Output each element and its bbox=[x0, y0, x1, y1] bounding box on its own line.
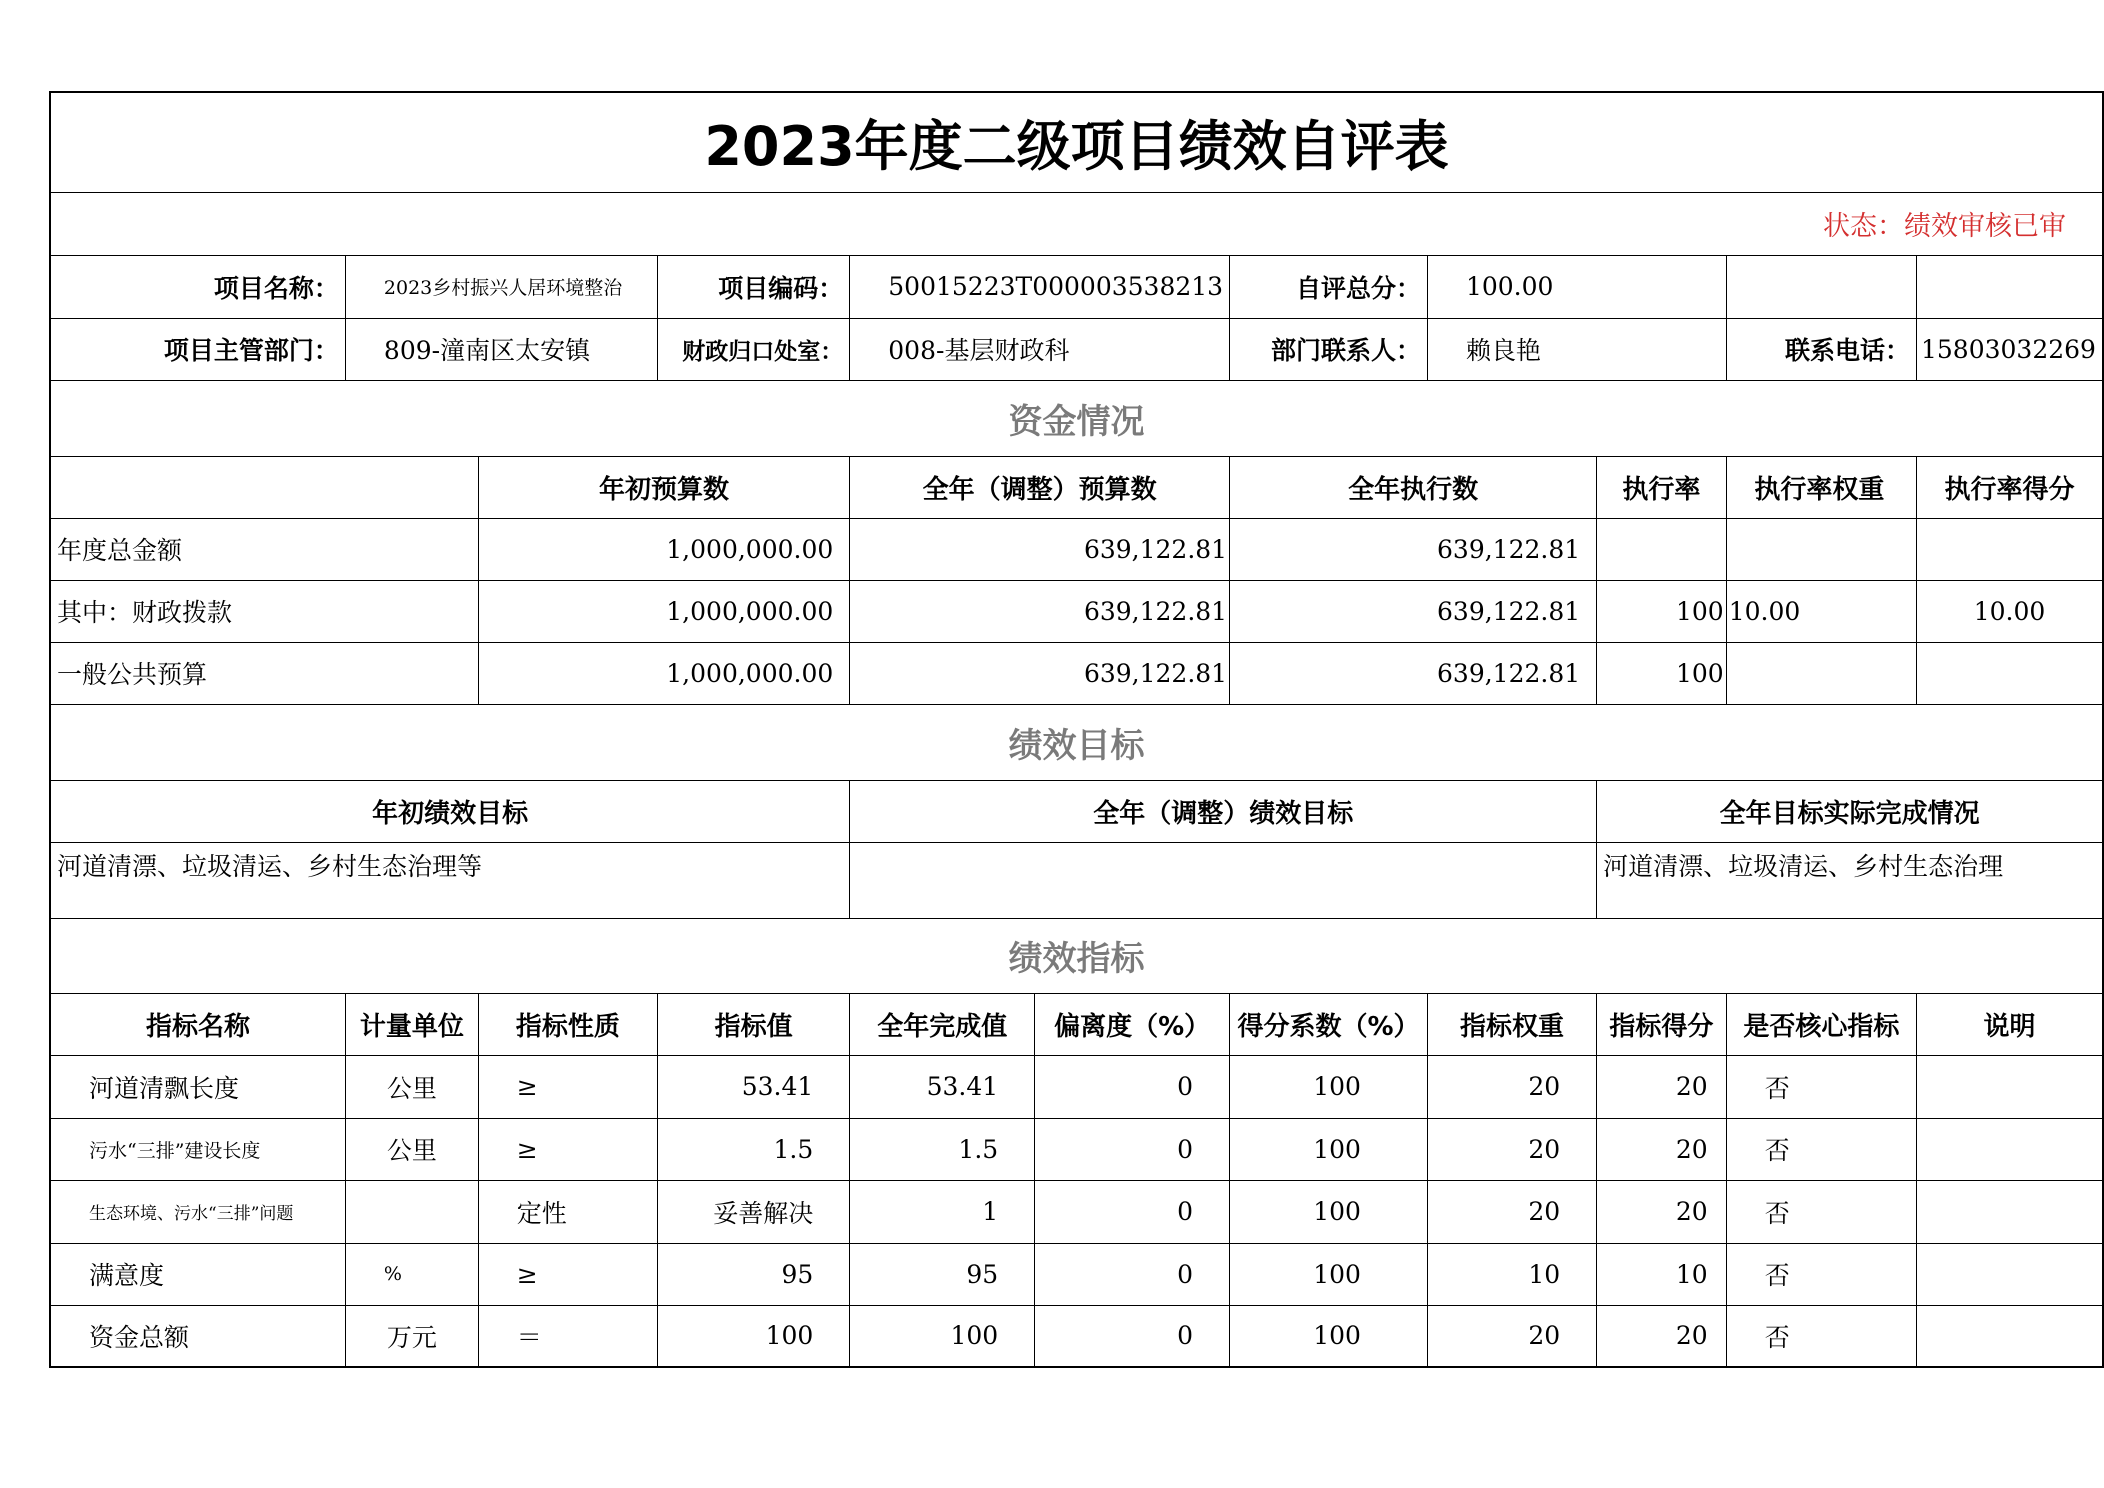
indicator-core: 否 bbox=[1726, 1055, 1916, 1118]
indicator-name: 满意度 bbox=[50, 1243, 345, 1305]
indicator-nature: ≥ bbox=[478, 1243, 657, 1305]
indicator-actual: 100 bbox=[850, 1305, 1035, 1367]
indicator-weight: 20 bbox=[1427, 1180, 1596, 1243]
funds-header-row bbox=[50, 456, 2103, 518]
funds-executed: 639,122.81 bbox=[1230, 580, 1597, 642]
indicator-note bbox=[1916, 1243, 2103, 1305]
empty-cell bbox=[1726, 255, 1916, 318]
indicator-target: 100 bbox=[657, 1305, 849, 1367]
project-code-value: 50015223T000003538213 bbox=[850, 255, 1230, 318]
performance-evaluation-table bbox=[49, 91, 2104, 1368]
indicator-coef: 100 bbox=[1230, 1055, 1428, 1118]
goals-header: 全年目标实际完成情况 bbox=[1597, 780, 2103, 842]
indicator-target: 1.5 bbox=[657, 1118, 849, 1180]
indicator-core: 否 bbox=[1726, 1180, 1916, 1243]
indicator-note bbox=[1916, 1305, 2103, 1367]
funds-rate: 100 bbox=[1597, 642, 1727, 704]
indicator-unit: 公里 bbox=[345, 1118, 478, 1180]
indicators-header-row bbox=[50, 993, 2103, 1055]
indicator-unit: 公里 bbox=[345, 1055, 478, 1118]
section-indicators-title: 绩效指标 bbox=[50, 918, 2103, 993]
funds-header: 执行率得分 bbox=[1916, 456, 2103, 518]
info-row-1 bbox=[50, 255, 2103, 318]
funds-executed: 639,122.81 bbox=[1230, 518, 1597, 580]
indicator-nature: ＝ bbox=[478, 1305, 657, 1367]
funds-adjusted: 639,122.81 bbox=[850, 518, 1230, 580]
indicator-unit bbox=[345, 1180, 478, 1243]
indicator-deviation: 0 bbox=[1035, 1180, 1230, 1243]
indicator-row bbox=[50, 1305, 2103, 1367]
indicator-deviation: 0 bbox=[1035, 1243, 1230, 1305]
funds-adjusted: 639,122.81 bbox=[850, 642, 1230, 704]
total-score-label: 自评总分： bbox=[1230, 255, 1428, 318]
funds-initial: 1,000,000.00 bbox=[478, 518, 850, 580]
indicator-coef: 100 bbox=[1230, 1305, 1428, 1367]
indicator-header: 指标性质 bbox=[478, 993, 657, 1055]
goals-header: 年初绩效目标 bbox=[50, 780, 850, 842]
phone-label: 联系电话： bbox=[1726, 318, 1916, 380]
indicator-deviation: 0 bbox=[1035, 1055, 1230, 1118]
indicator-header: 指标值 bbox=[657, 993, 849, 1055]
indicator-header: 是否核心指标 bbox=[1726, 993, 1916, 1055]
dept-value: 809-潼南区太安镇 bbox=[345, 318, 657, 380]
indicator-header: 计量单位 bbox=[345, 993, 478, 1055]
project-name-label: 项目名称： bbox=[50, 255, 345, 318]
indicator-row bbox=[50, 1180, 2103, 1243]
goal-initial: 河道清漂、垃圾清运、乡村生态治理等 bbox=[50, 842, 850, 918]
indicator-note bbox=[1916, 1055, 2103, 1118]
section-goals-title: 绩效目标 bbox=[50, 704, 2103, 780]
project-name-value: 2023乡村振兴人居环境整治 bbox=[345, 255, 657, 318]
funds-row bbox=[50, 580, 2103, 642]
indicator-header: 说明 bbox=[1916, 993, 2103, 1055]
funds-row bbox=[50, 642, 2103, 704]
indicator-nature: 定性 bbox=[478, 1180, 657, 1243]
funds-row-name: 年度总金额 bbox=[50, 518, 478, 580]
funds-rate bbox=[1597, 518, 1727, 580]
project-code-label: 项目编码： bbox=[657, 255, 849, 318]
indicator-core: 否 bbox=[1726, 1243, 1916, 1305]
indicator-name: 资金总额 bbox=[50, 1305, 345, 1367]
indicator-note bbox=[1916, 1118, 2103, 1180]
indicator-header: 指标得分 bbox=[1597, 993, 1727, 1055]
funds-executed: 639,122.81 bbox=[1230, 642, 1597, 704]
indicator-name: 污水“三排”建设长度 bbox=[50, 1118, 345, 1180]
indicator-deviation: 0 bbox=[1035, 1305, 1230, 1367]
indicator-unit: % bbox=[345, 1243, 478, 1305]
goal-actual: 河道清漂、垃圾清运、乡村生态治理 bbox=[1597, 842, 2103, 918]
indicator-core: 否 bbox=[1726, 1118, 1916, 1180]
indicator-nature: ≥ bbox=[478, 1055, 657, 1118]
funds-header: 全年执行数 bbox=[1230, 456, 1597, 518]
funds-score: 10.00 bbox=[1916, 580, 2103, 642]
funds-header: 执行率权重 bbox=[1726, 456, 1916, 518]
goals-header-row bbox=[50, 780, 2103, 842]
goals-header: 全年（调整）绩效目标 bbox=[850, 780, 1597, 842]
indicator-weight: 20 bbox=[1427, 1118, 1596, 1180]
info-row-2 bbox=[50, 318, 2103, 380]
indicator-weight: 10 bbox=[1427, 1243, 1596, 1305]
indicator-name: 生态环境、污水“三排”问题 bbox=[50, 1180, 345, 1243]
indicator-score: 20 bbox=[1597, 1305, 1727, 1367]
indicator-nature: ≥ bbox=[478, 1118, 657, 1180]
section-funds-title: 资金情况 bbox=[50, 380, 2103, 456]
indicator-actual: 53.41 bbox=[850, 1055, 1035, 1118]
phone-value: 15803032269 bbox=[1916, 318, 2103, 380]
goals-row bbox=[50, 842, 2103, 918]
indicator-actual: 1.5 bbox=[850, 1118, 1035, 1180]
indicator-row bbox=[50, 1118, 2103, 1180]
funds-score bbox=[1916, 518, 2103, 580]
indicator-score: 20 bbox=[1597, 1118, 1727, 1180]
status-text: 状态：绩效审核已审 bbox=[50, 192, 2103, 255]
indicator-header: 得分系数（%） bbox=[1230, 993, 1428, 1055]
indicator-weight: 20 bbox=[1427, 1305, 1596, 1367]
indicator-row bbox=[50, 1243, 2103, 1305]
contact-label: 部门联系人： bbox=[1230, 318, 1428, 380]
indicator-header: 全年完成值 bbox=[850, 993, 1035, 1055]
funds-adjusted: 639,122.81 bbox=[850, 580, 1230, 642]
finance-office-label: 财政归口处室： bbox=[657, 318, 849, 380]
funds-header: 全年（调整）预算数 bbox=[850, 456, 1230, 518]
finance-office-value: 008-基层财政科 bbox=[850, 318, 1230, 380]
funds-row-name: 一般公共预算 bbox=[50, 642, 478, 704]
funds-score bbox=[1916, 642, 2103, 704]
indicator-coef: 100 bbox=[1230, 1118, 1428, 1180]
funds-header: 年初预算数 bbox=[478, 456, 850, 518]
funds-rate: 100 bbox=[1597, 580, 1727, 642]
indicator-target: 95 bbox=[657, 1243, 849, 1305]
funds-weight: 10.00 bbox=[1726, 580, 1916, 642]
contact-value: 赖良艳 bbox=[1427, 318, 1726, 380]
indicator-unit: 万元 bbox=[345, 1305, 478, 1367]
page-title: 2023年度二级项目绩效自评表 bbox=[50, 92, 2103, 192]
indicator-header: 指标名称 bbox=[50, 993, 345, 1055]
total-score-value: 100.00 bbox=[1427, 255, 1726, 318]
funds-header: 执行率 bbox=[1597, 456, 1727, 518]
indicator-deviation: 0 bbox=[1035, 1118, 1230, 1180]
dept-label: 项目主管部门： bbox=[50, 318, 345, 380]
indicator-core: 否 bbox=[1726, 1305, 1916, 1367]
indicator-coef: 100 bbox=[1230, 1243, 1428, 1305]
funds-row bbox=[50, 518, 2103, 580]
indicator-target: 妥善解决 bbox=[657, 1180, 849, 1243]
indicator-row bbox=[50, 1055, 2103, 1118]
funds-weight bbox=[1726, 518, 1916, 580]
indicator-coef: 100 bbox=[1230, 1180, 1428, 1243]
indicator-actual: 95 bbox=[850, 1243, 1035, 1305]
empty-cell bbox=[50, 456, 478, 518]
funds-weight bbox=[1726, 642, 1916, 704]
empty-cell bbox=[1916, 255, 2103, 318]
indicator-header: 偏离度（%） bbox=[1035, 993, 1230, 1055]
indicator-note bbox=[1916, 1180, 2103, 1243]
indicator-actual: 1 bbox=[850, 1180, 1035, 1243]
indicator-header: 指标权重 bbox=[1427, 993, 1596, 1055]
indicator-score: 20 bbox=[1597, 1055, 1727, 1118]
funds-row-name: 其中：财政拨款 bbox=[50, 580, 478, 642]
goal-adjusted bbox=[850, 842, 1597, 918]
indicator-name: 河道清飘长度 bbox=[50, 1055, 345, 1118]
indicator-score: 20 bbox=[1597, 1180, 1727, 1243]
indicator-target: 53.41 bbox=[657, 1055, 849, 1118]
funds-initial: 1,000,000.00 bbox=[478, 642, 850, 704]
funds-initial: 1,000,000.00 bbox=[478, 580, 850, 642]
indicator-score: 10 bbox=[1597, 1243, 1727, 1305]
indicator-weight: 20 bbox=[1427, 1055, 1596, 1118]
